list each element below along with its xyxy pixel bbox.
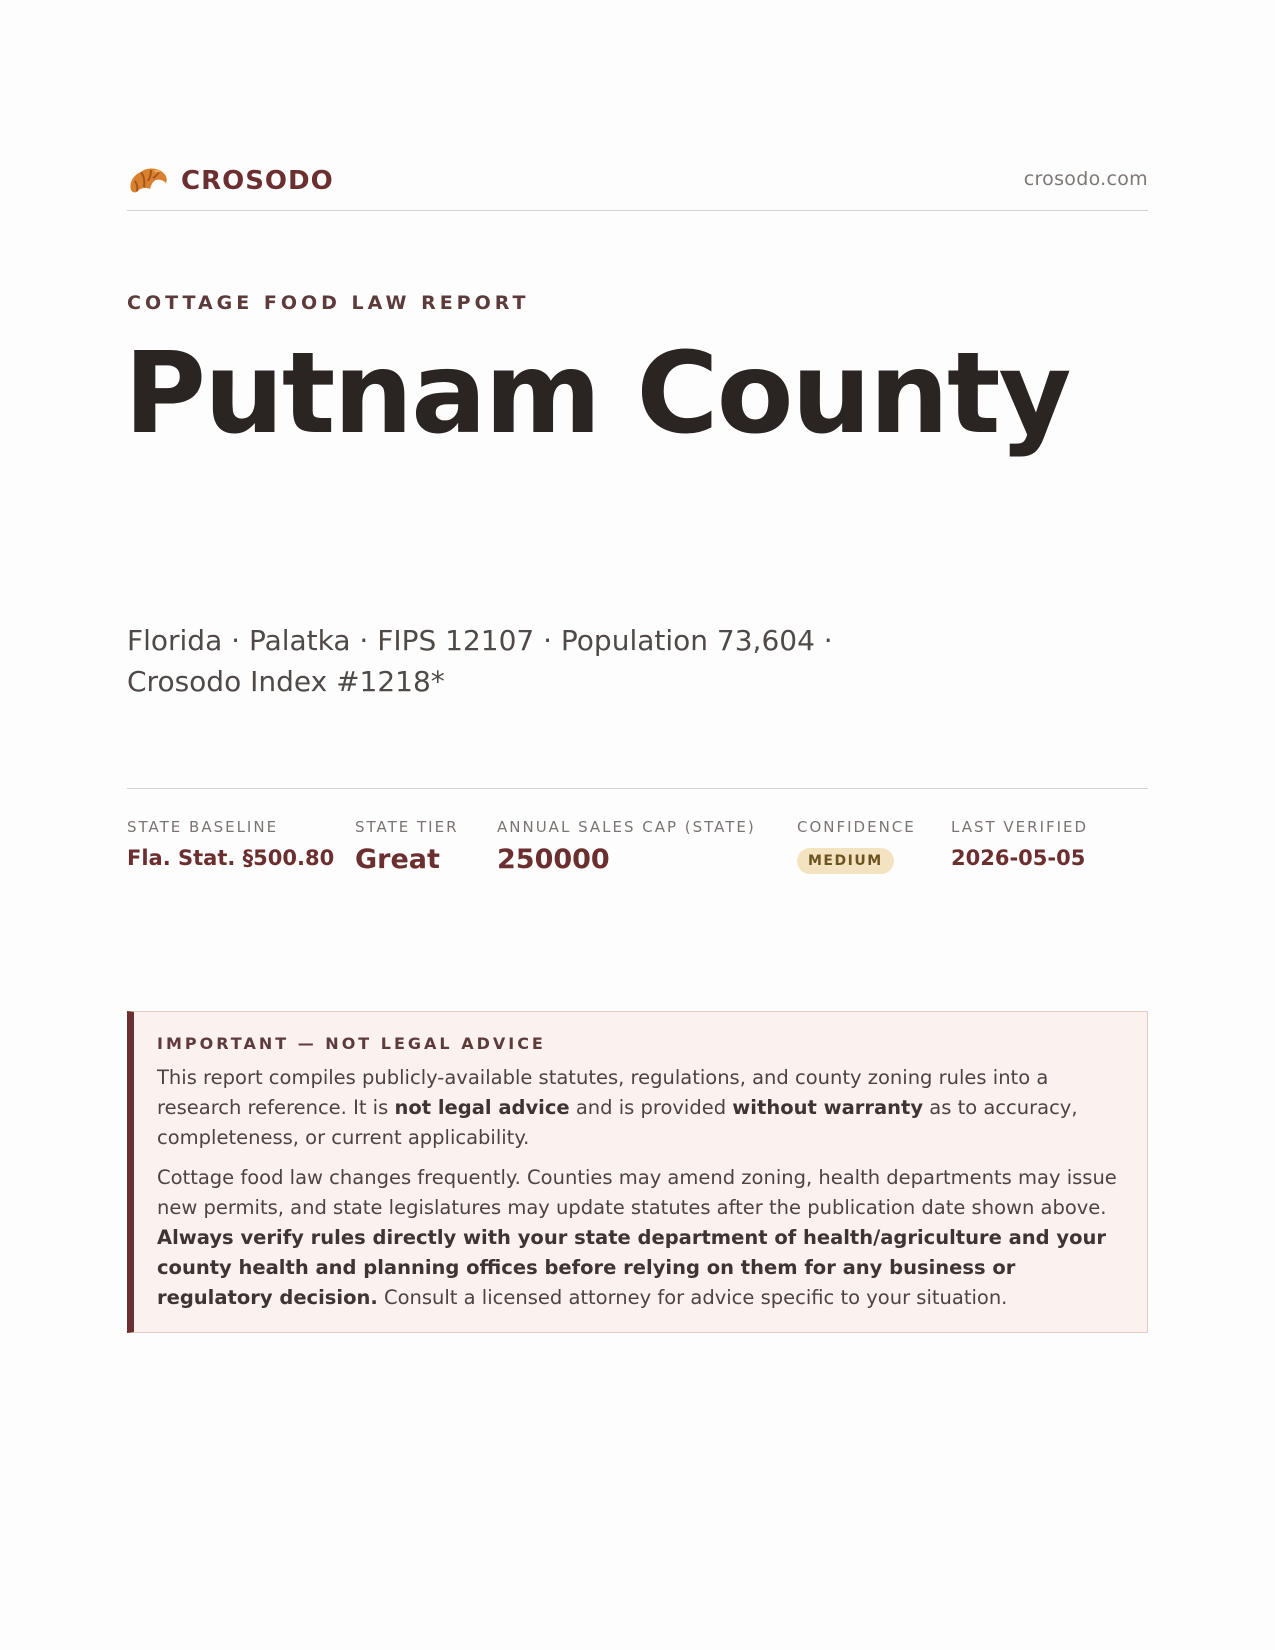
stat-label: CONFIDENCE [797,818,916,836]
page-title: Putnam County [124,329,1070,459]
legal-notice [127,1011,1148,1333]
stat-label: ANNUAL SALES CAP (STATE) [497,818,756,836]
notice-text: Cottage food law changes frequently. Counties may amend zoning, health departments may issue new permits, and state legislatures may update statutes after the publication date shown above. [157,1166,1117,1219]
notice-text: Consult a licensed attorney for advice specific to your situation. [377,1286,1008,1309]
notice-emphasis: Always verify rules directly with your state department of health/agriculture and your county health and planning offices before relying on them for any business or regulatory decision. [157,1226,1107,1309]
site-url[interactable]: crosodo.com [1023,168,1148,190]
notice-paragraph [157,1063,1121,1153]
notice-text: This report compiles publicly-available statutes, regulations, and county zoning rules into a research reference. It is [157,1066,1049,1119]
stat-last-verified [951,818,1088,870]
stat-confidence [797,818,916,874]
report-eyebrow: COTTAGE FOOD LAW REPORT [127,292,530,314]
county-meta-line: Florida · Palatka · FIPS 12107 · Population 73,604 · Crosodo Index #1218* [127,624,833,698]
stat-label: STATE TIER [355,818,459,836]
stat-value: 2026-05-05 [951,846,1086,870]
notice-emphasis: not legal advice [394,1096,570,1119]
notice-text: as to accuracy, completeness, or current applicability. [157,1096,1078,1149]
stat-state-baseline [127,818,334,870]
notice-emphasis: without warranty [732,1096,924,1119]
stat-value: Fla. Stat. §500.80 [127,846,335,870]
stat-state-tier [355,818,459,875]
croissant-icon [127,163,169,199]
brand[interactable] [127,163,334,199]
confidence-badge: MEDIUM [797,848,894,874]
stat-value: 250000 [497,844,610,875]
stat-label: STATE BASELINE [127,818,279,836]
stat-value: Great [355,844,440,875]
divider [127,788,1148,789]
stat-label: LAST VERIFIED [951,818,1089,836]
header-bar [127,158,1148,211]
brand-name: CROSODO [181,166,334,196]
notice-paragraph [157,1163,1121,1313]
notice-title: IMPORTANT — NOT LEGAL ADVICE [157,1034,546,1053]
notice-text: and is provided [569,1096,733,1119]
stat-annual-sales-cap [497,818,756,875]
